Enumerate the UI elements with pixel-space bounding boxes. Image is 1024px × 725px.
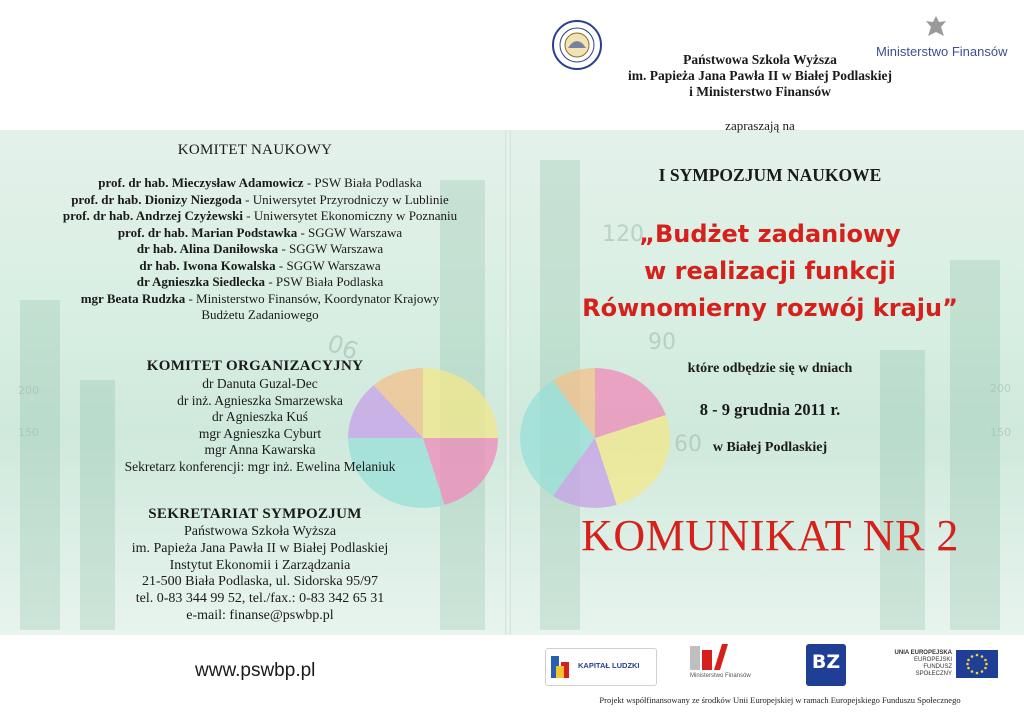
ministry-footer-logo xyxy=(688,640,751,686)
committee-member: prof. dr hab. Andrzej Czyżewski - Uniwersytet Ekonomiczny w Poznaniu xyxy=(62,208,458,223)
event-type: I SYMPOZJUM NAUKOWE xyxy=(658,165,882,185)
secretariat-heading: SEKRETARIAT SYMPOZJUM xyxy=(148,506,362,522)
organizer: Sekretarz konferencji: mgr inż. Ewelina Melaniuk xyxy=(124,458,396,474)
organizer: dr Agnieszka Kuś xyxy=(212,409,308,424)
secretariat-details xyxy=(20,524,500,625)
ministry-logo-text: Ministerstwo Finansów xyxy=(876,44,1008,59)
organizer: dr inż. Agnieszka Smarzewska xyxy=(177,392,343,408)
institution-line-1: Państwowa Szkoła Wyższa xyxy=(683,52,837,67)
event-place: w Białej Podlaskiej xyxy=(712,440,828,455)
secretariat-line: im. Papieża Jana Pawła II w Białej Podlaskiej xyxy=(131,540,389,556)
announcement-title: KOMUNIKAT NR 2 xyxy=(581,511,959,560)
invite-text: zapraszają na xyxy=(725,118,795,133)
background-bar xyxy=(880,350,925,630)
committee-member-continuation: Budżetu Zadaniowego xyxy=(201,307,319,322)
kapital-ludzki-icon xyxy=(549,652,575,682)
committee-member: dr hab. Alina Daniłowska - SGGW Warszawa xyxy=(136,241,384,256)
committee-member: dr hab. Iwona Kowalska - SGGW Warszawa xyxy=(139,257,381,273)
ghost-number: 150 xyxy=(990,426,1011,439)
page-fold xyxy=(505,130,511,635)
scientific-committee-heading: KOMITET NAUKOWY xyxy=(177,142,333,158)
symposium-title xyxy=(530,216,1010,327)
title-line-2: w realizacji funkcji xyxy=(644,257,896,285)
eu-line-2: EUROPEJSKI xyxy=(913,657,952,663)
organizer: mgr Agnieszka Cyburt xyxy=(198,425,322,441)
organizer: dr Danuta Guzal-Dec xyxy=(202,376,318,391)
bz-text: BZ xyxy=(811,651,841,673)
eu-logo-text xyxy=(890,650,952,678)
pie-chart-right xyxy=(520,368,670,508)
ghost-number: 60 xyxy=(674,432,702,457)
organizer: mgr Anna Kawarska xyxy=(204,442,316,457)
secretariat-line: tel. 0-83 344 99 52, tel./fax.: 0-83 342 65 31 xyxy=(135,591,385,607)
kapital-ludzki-logo xyxy=(545,648,657,686)
institution-line-2: im. Papieża Jana Pawła II w Białej Podlaskiej xyxy=(628,68,892,83)
eu-line-1: UNIA EUROPEJSKA xyxy=(894,650,952,656)
ghost-number: 90 xyxy=(648,330,676,355)
committee-member: prof. dr hab. Marian Podstawka - SGGW Warszawa xyxy=(117,224,403,240)
funding-note: Projekt współfinansowany ze środków Unii Europejskiej w ramach Europejskiego Funduszu Społecznego xyxy=(599,695,961,705)
eu-logo xyxy=(890,648,1002,682)
committee-member: mgr Beata Rudzka - Ministerstwo Finansów, Koordynator Krajowy xyxy=(80,290,440,306)
secretariat-email[interactable]: e-mail: finanse@pswbp.pl xyxy=(186,607,334,623)
website-link[interactable]: www.pswbp.pl xyxy=(195,660,316,681)
committee-member: prof. dr hab. Dionizy Niezgoda - Uniwersytet Przyrodniczy w Lublinie xyxy=(71,191,449,207)
organizing-committee-list xyxy=(20,376,500,475)
polish-eagle-icon xyxy=(924,14,948,44)
title-line-1: „Budżet zadaniowy xyxy=(639,220,901,248)
date-intro: które odbędzie się w dniach xyxy=(687,361,853,376)
ghost-number: 200 xyxy=(18,384,39,397)
secretariat-line: Państwowa Szkoła Wyższa xyxy=(183,524,337,539)
eu-flag-icon xyxy=(956,650,998,678)
budzet-zadaniowy-logo xyxy=(806,644,846,686)
secretariat-line: Instytut Ekonomii i Zarządzania xyxy=(169,557,351,573)
ministry-footer-icon xyxy=(688,640,734,672)
ghost-number: 90 xyxy=(324,327,363,365)
title-line-3: Równomierny rozwój kraju” xyxy=(582,294,958,322)
ghost-number: 150 xyxy=(18,426,39,439)
kapital-ludzki-text: KAPITAŁ LUDZKI xyxy=(578,661,640,670)
ghost-number: 200 xyxy=(990,382,1011,395)
secretariat-line: 21-500 Biała Podlaska, ul. Sidorska 95/97 xyxy=(141,574,379,590)
scientific-committee-list xyxy=(20,175,500,324)
event-date: 8 - 9 grudnia 2011 r. xyxy=(699,400,841,419)
ministry-footer-text: Ministerstwo Finansów xyxy=(690,673,751,679)
institution-line-3: i Ministerstwo Finansów xyxy=(689,84,831,99)
eu-line-3: FUNDUSZ SPOŁECZNY xyxy=(915,664,952,677)
committee-member: prof. dr hab. Mieczysław Adamowicz - PSW Biała Podlaska xyxy=(98,175,422,190)
committee-member: dr Agnieszka Siedlecka - PSW Biała Podlaska xyxy=(136,274,384,289)
organizing-committee-heading: KOMITET ORGANIZACYJNY xyxy=(146,358,364,374)
institution-header xyxy=(560,52,960,100)
ghost-number: 120 xyxy=(602,222,644,247)
